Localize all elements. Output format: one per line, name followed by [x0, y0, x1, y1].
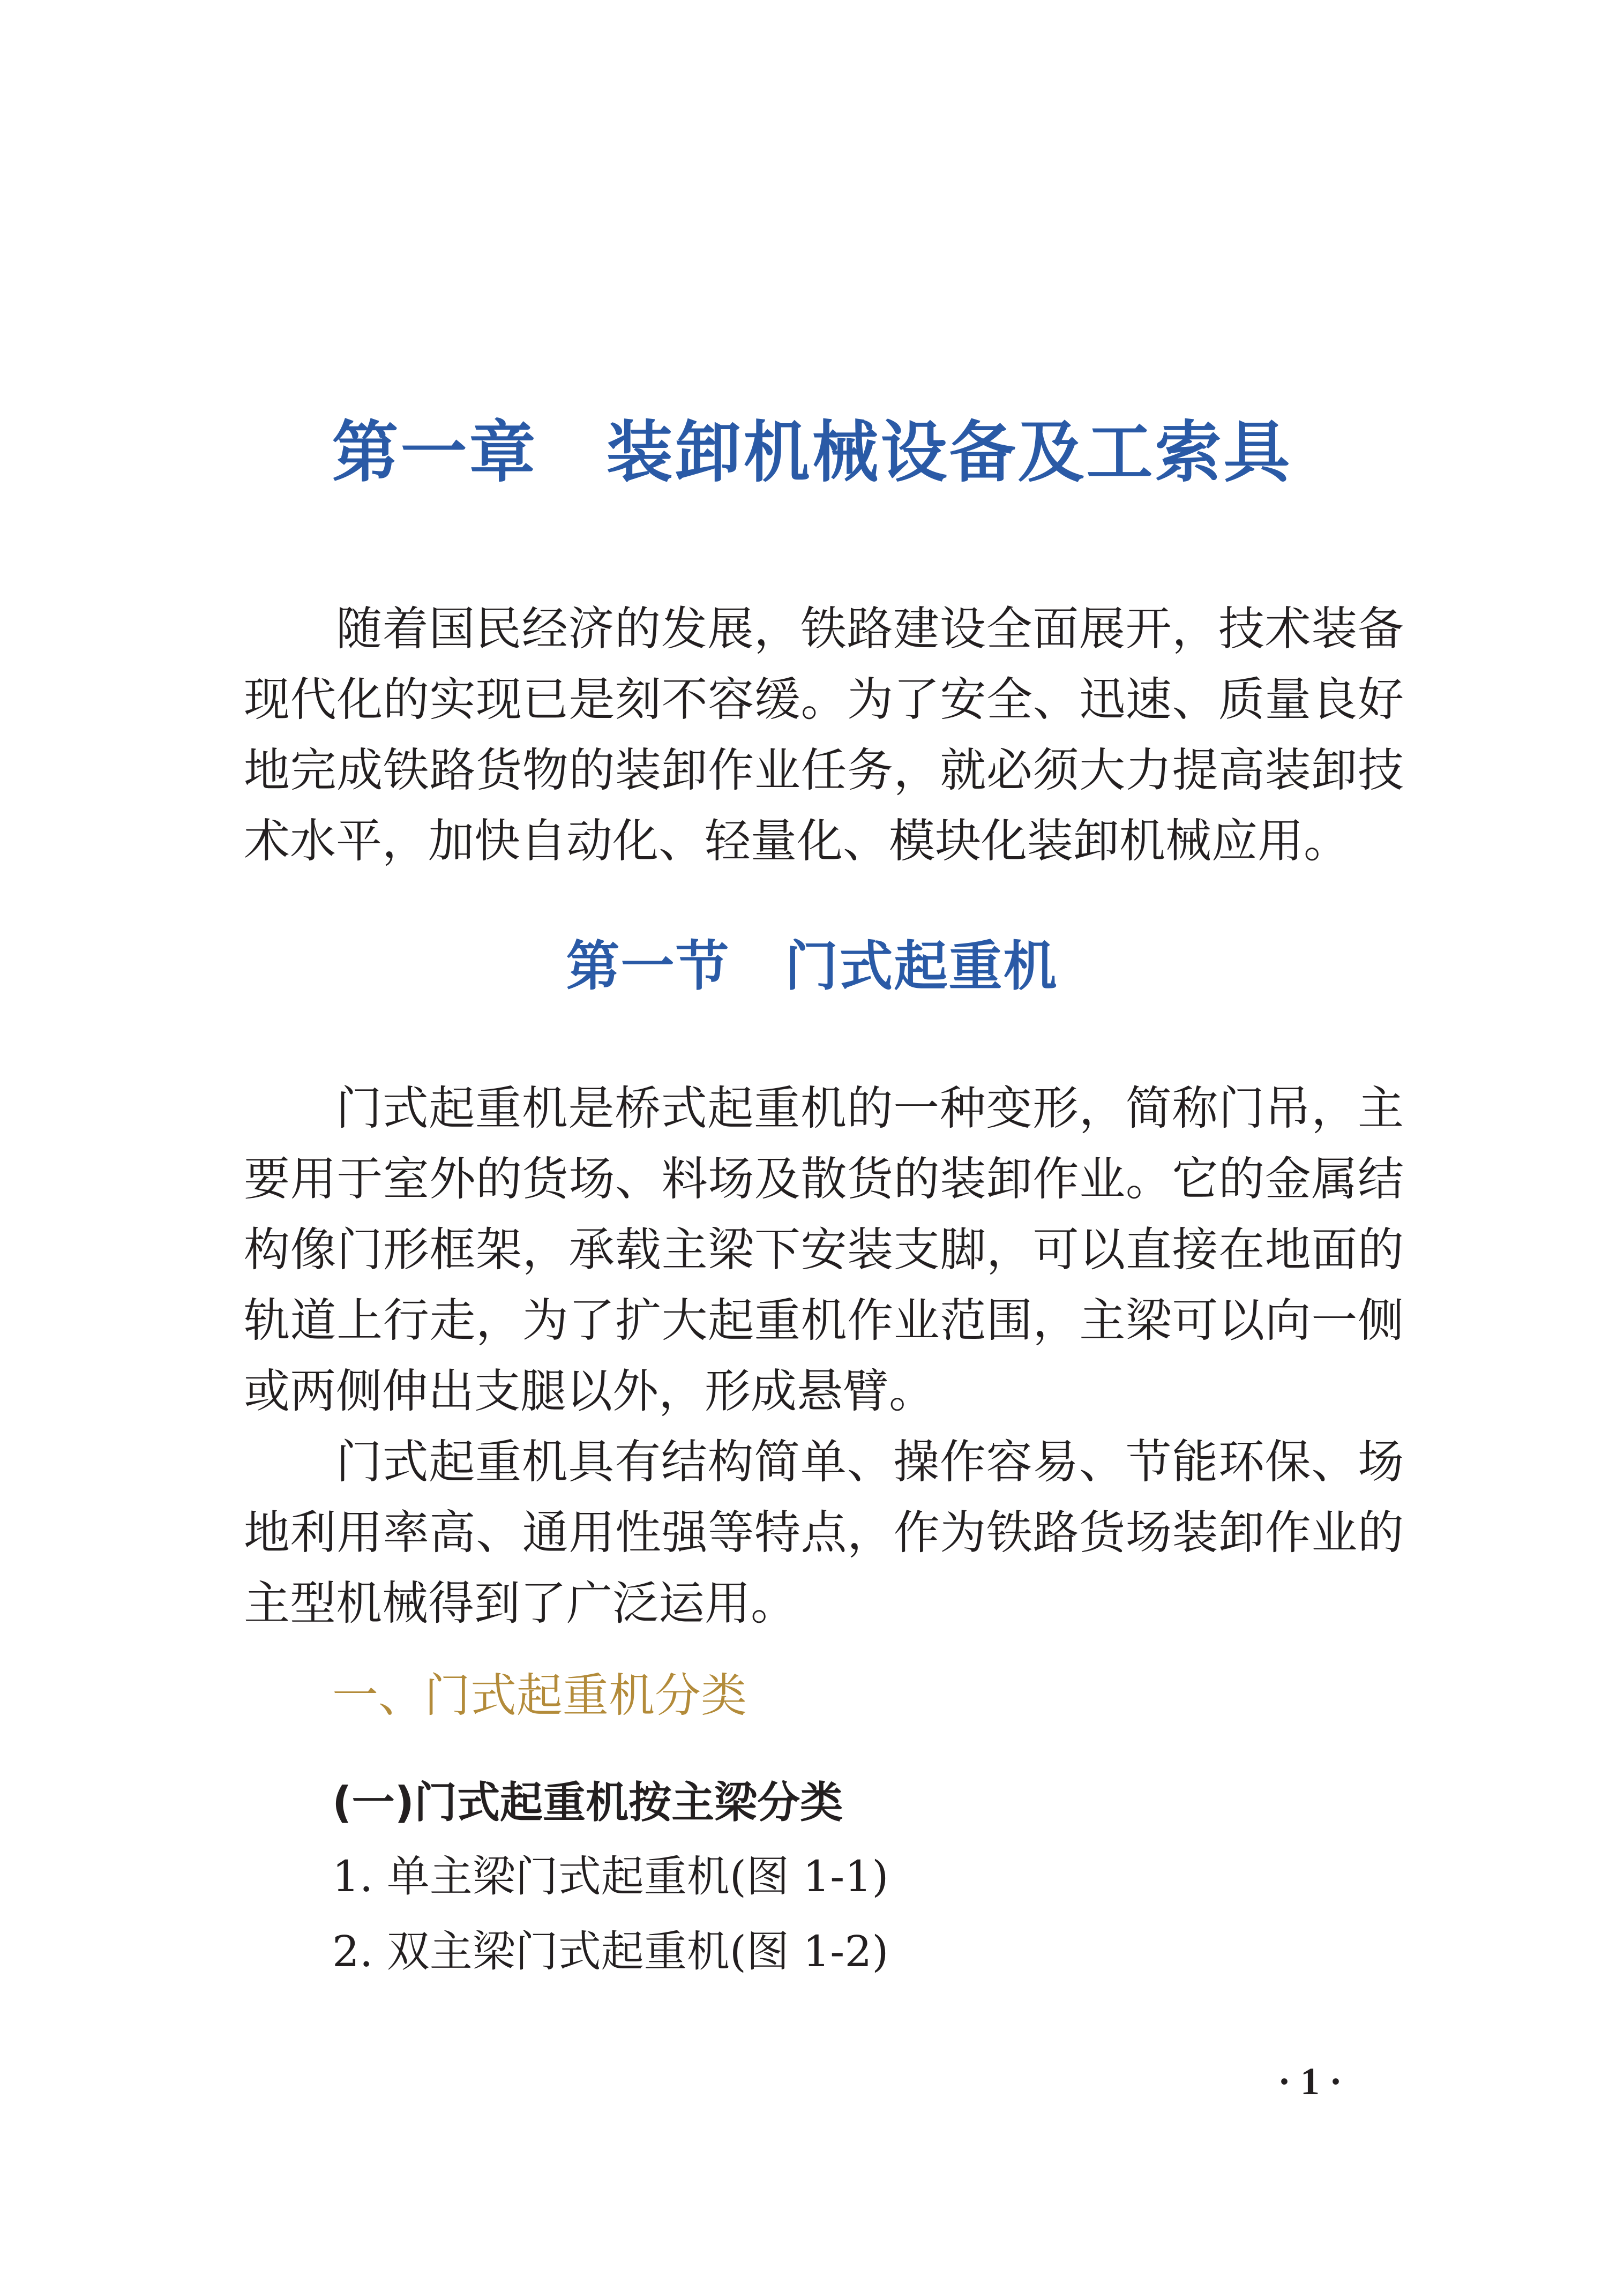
subsection-title: 一、门式起重机分类 [332, 1669, 747, 1722]
list-item-double-girder: 2. 双主梁门式起重机(图 1-2) [332, 1927, 889, 1976]
section-body-text [244, 1073, 1404, 1639]
section-paragraph-2: 门式起重机具有结构简单、操作容易、节能环保、场地利用率高、通用性强等特点，作为铁路货场装卸作业的主型机械得到了广泛运用。 [244, 1435, 1404, 1630]
page-number: · 1 · [1277, 2060, 1343, 2103]
intro-paragraph: 随着国民经济的发展，铁路建设全面展开，技术装备现代化的实现已是刻不容缓。为了安全、迅速、质量良好地完成铁路货物的装卸作业任务，就必须大力提高装卸技术水平，加快自动化、轻量化、模块化装卸机械应用。 [244, 602, 1404, 868]
section-paragraph-1: 门式起重机是桥式起重机的一种变形，简称门吊，主要用于室外的货场、料场及散货的装卸作业。它的金属结构像门形框架，承载主梁下安装支脚，可以直接在地面的轨道上行走，为了扩大起重机作业范围，主梁可以向一侧或两侧伸出支腿以外，形成悬臂。 [244, 1082, 1404, 1418]
subsection-subheading: (一)门式起重机按主梁分类 [332, 1778, 843, 1827]
intro-text [244, 594, 1404, 876]
list-item-single-girder: 1. 单主梁门式起重机(图 1-1) [332, 1852, 889, 1901]
chapter-title: 第一章 装卸机械设备及工索具 [332, 414, 1292, 491]
section-title: 第一节 门式起重机 [566, 934, 1058, 998]
